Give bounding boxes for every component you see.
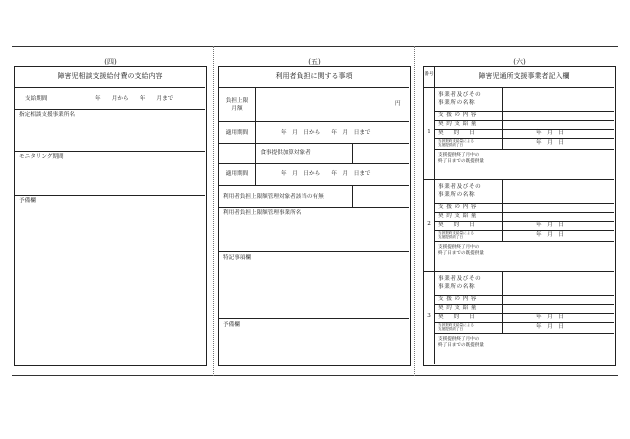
divider bbox=[219, 251, 409, 252]
consult-office-label: 指定相談支援事業所名 bbox=[19, 112, 75, 118]
contract-date-label: 契約日 bbox=[438, 222, 485, 228]
divider bbox=[434, 111, 614, 112]
support-period-value: 年 月から 年 月まで bbox=[95, 96, 174, 102]
block-number: 1 bbox=[427, 129, 431, 135]
divider bbox=[15, 195, 205, 196]
provided-amount-label: 終了日までの既提供量 bbox=[438, 251, 484, 256]
block-number: 2 bbox=[427, 221, 431, 227]
limit-label-1: 負担上限 bbox=[225, 98, 249, 104]
contract-date-label: 契約日 bbox=[438, 130, 485, 136]
block-divider bbox=[424, 179, 614, 180]
divider bbox=[219, 143, 409, 144]
yen-unit: 円 bbox=[395, 101, 401, 107]
contract-amount-label: 契約支給量 bbox=[438, 121, 479, 127]
col6-title: 障害児通所支援事業者記入欄 bbox=[478, 72, 570, 80]
contract-date-value: 年 月 日 bbox=[536, 222, 564, 228]
divider bbox=[434, 295, 614, 296]
column-divider-right bbox=[414, 46, 415, 376]
divider-vertical bbox=[352, 143, 353, 163]
reserve-label: 予備欄 bbox=[223, 322, 240, 328]
divider bbox=[434, 322, 614, 323]
contract-date-value: 年 月 日 bbox=[536, 130, 564, 136]
provided-amount-label: 終了日までの既提供量 bbox=[438, 159, 484, 164]
col5-header: (五) bbox=[308, 58, 321, 66]
monitoring-period-label: モニタリング期間 bbox=[19, 154, 64, 160]
divider bbox=[434, 129, 614, 130]
divider-vertical bbox=[502, 271, 503, 333]
divider bbox=[434, 304, 614, 305]
divider bbox=[219, 163, 409, 164]
divider-vertical bbox=[502, 179, 503, 241]
divider bbox=[219, 207, 409, 208]
column-divider-left bbox=[213, 46, 214, 376]
col4-panel bbox=[14, 66, 207, 366]
provided-amount-label: 支援提供終了月中の bbox=[438, 337, 480, 342]
provided-amount-label: 終了日までの既提供量 bbox=[438, 343, 484, 348]
divider bbox=[219, 185, 409, 186]
end-date-label: 当該契約支給量による bbox=[438, 139, 474, 143]
divider bbox=[434, 120, 614, 121]
divider-vertical bbox=[502, 87, 503, 149]
divider bbox=[219, 121, 409, 122]
divider bbox=[219, 87, 409, 88]
support-period-label: 支給期間 bbox=[25, 96, 48, 102]
block-divider bbox=[424, 271, 614, 272]
block-number: 3 bbox=[427, 313, 431, 319]
divider bbox=[434, 212, 614, 213]
apply-period-value: 年 月 日から 年 月 日まで bbox=[281, 130, 371, 136]
divider bbox=[434, 333, 614, 334]
office-name-label: 事業者及びその bbox=[438, 276, 482, 282]
office-name-label: 事業者及びその bbox=[438, 184, 482, 190]
contract-amount-label: 契約支給量 bbox=[438, 213, 479, 219]
divider bbox=[434, 313, 614, 314]
support-content-label: 支援の内容 bbox=[438, 204, 479, 210]
provided-amount-label: 支援提供終了月中の bbox=[438, 153, 480, 158]
divider bbox=[434, 149, 614, 150]
end-date-value: 年 月 日 bbox=[536, 140, 564, 146]
meal-period-label: 適用期間 bbox=[225, 171, 249, 177]
special-notes-label: 特記事項欄 bbox=[223, 255, 251, 261]
contract-date-value: 年 月 日 bbox=[536, 314, 564, 320]
divider bbox=[434, 138, 614, 139]
col4-header: (四) bbox=[104, 58, 117, 66]
col5-panel bbox=[218, 66, 411, 366]
col6-header: (六) bbox=[513, 58, 526, 66]
end-date-label: 支援提供終了日 bbox=[438, 235, 464, 239]
divider-vertical bbox=[255, 163, 256, 185]
end-date-label: 支援提供終了日 bbox=[438, 327, 464, 331]
meal-period-value: 年 月 日から 年 月 日まで bbox=[281, 171, 371, 177]
divider-vertical bbox=[352, 185, 353, 207]
divider bbox=[219, 318, 409, 319]
reserve-label: 予備欄 bbox=[19, 198, 36, 204]
end-date-label: 当該契約支給量による bbox=[438, 231, 474, 235]
support-content-label: 支援の内容 bbox=[438, 296, 479, 302]
divider bbox=[15, 109, 205, 110]
col4-title: 障害児相談支援給付費の支給内容 bbox=[57, 72, 163, 80]
number-header: 番号 bbox=[424, 72, 434, 77]
limit-label-2: 月額 bbox=[231, 106, 243, 112]
mgmt-target-label: 利用者負担上限額管理対象者該当の有無 bbox=[223, 194, 324, 200]
col5-title: 利用者負担に関する事項 bbox=[275, 72, 353, 80]
provided-amount-label: 支援提供終了月中の bbox=[438, 245, 480, 250]
end-date-label: 支援提供終了日 bbox=[438, 143, 464, 147]
divider bbox=[15, 87, 205, 88]
office-name-label: 事業者及びその bbox=[438, 92, 482, 98]
end-date-label: 当該契約支給量による bbox=[438, 323, 474, 327]
office-name-label: 事業所の名称 bbox=[438, 284, 476, 290]
divider bbox=[434, 221, 614, 222]
divider bbox=[434, 230, 614, 231]
divider bbox=[434, 241, 614, 242]
divider bbox=[424, 87, 614, 88]
contract-date-label: 契約日 bbox=[438, 314, 485, 320]
office-name-label: 事業所の名称 bbox=[438, 192, 476, 198]
support-content-label: 支援の内容 bbox=[438, 112, 479, 118]
divider bbox=[434, 203, 614, 204]
contract-amount-label: 契約支給量 bbox=[438, 305, 479, 311]
col6-panel bbox=[423, 66, 616, 366]
apply-period-label: 適用期間 bbox=[225, 130, 249, 136]
end-date-value: 年 月 日 bbox=[536, 324, 564, 330]
office-name-label: 事業所の名称 bbox=[438, 100, 476, 106]
mgmt-office-label: 利用者負担上限額管理事業所名 bbox=[223, 210, 302, 216]
divider bbox=[15, 151, 205, 152]
end-date-value: 年 月 日 bbox=[536, 232, 564, 238]
meal-target-label: 食事提供加算対象者 bbox=[260, 150, 311, 156]
